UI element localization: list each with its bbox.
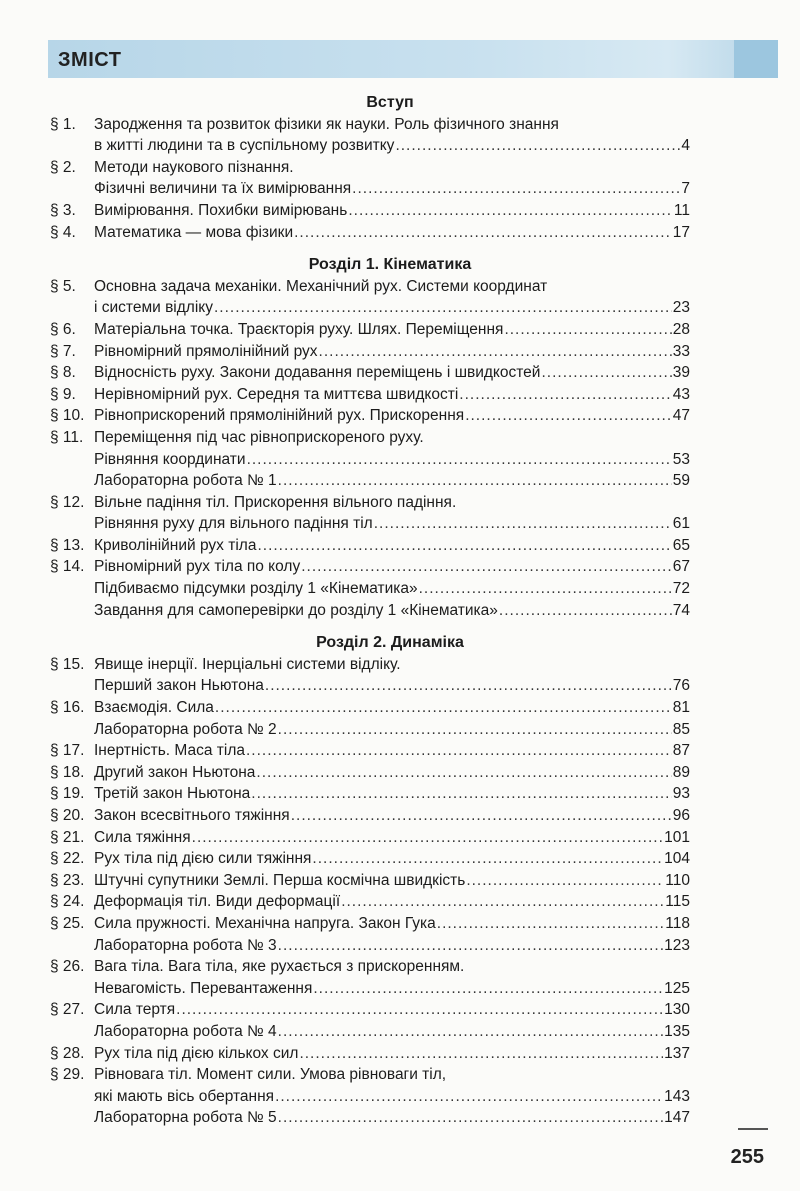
toc-entry[interactable] <box>50 1043 690 1065</box>
section-number: § 29. <box>50 1066 85 1084</box>
dot-leader <box>341 891 664 913</box>
toc-entry[interactable] <box>50 578 690 600</box>
section-number: § 23. <box>50 871 85 889</box>
section-number: § 2. <box>50 158 76 176</box>
toc-entry[interactable] <box>50 848 690 870</box>
entry-title-line: Фізичні величини та їх вимірювання <box>94 180 352 198</box>
toc-entry[interactable] <box>50 827 690 849</box>
page-ref: 125 <box>664 979 690 997</box>
page-ref: 85 <box>672 720 690 738</box>
dot-leader <box>374 513 672 535</box>
dot-leader <box>278 719 672 741</box>
dot-leader <box>319 341 672 363</box>
section-number: § 26. <box>50 958 85 976</box>
section-number: § 1. <box>50 115 76 133</box>
page-ref: 137 <box>664 1044 690 1062</box>
page-title: ЗМІСТ <box>58 49 122 71</box>
page-ref: 17 <box>672 223 690 241</box>
section-number: § 11. <box>50 428 84 446</box>
toc-entry[interactable] <box>50 427 690 470</box>
section-number: § 22. <box>50 850 85 868</box>
page-ref: 96 <box>672 807 690 824</box>
dot-leader <box>312 848 663 870</box>
page-ref: 87 <box>672 742 690 760</box>
page-ref: 147 <box>664 1109 690 1127</box>
toc-entry[interactable] <box>50 1107 690 1129</box>
entry-title-line: Лабораторна робота № 3 <box>94 936 277 954</box>
dot-leader <box>294 222 672 244</box>
header-accent <box>734 40 778 78</box>
dot-leader <box>291 805 672 827</box>
page-ref: 123 <box>664 936 690 954</box>
dot-leader <box>214 297 672 319</box>
page-ref: 47 <box>672 407 690 425</box>
entry-title-line: Рівняння руху для вільного падіння тіл <box>94 515 373 533</box>
entry-title-line: Рівномірний прямолінійний рух <box>94 342 318 360</box>
entry-title-line: Другий закон Ньютона <box>94 763 256 781</box>
toc-entry[interactable] <box>50 913 690 935</box>
entry-title-line: Рівномірний рух тіла по колу <box>94 558 301 576</box>
entry-title-line: Лабораторна робота № 4 <box>94 1022 277 1040</box>
decorative-mark <box>738 1128 768 1130</box>
dot-leader <box>278 935 663 957</box>
dot-leader <box>215 697 672 719</box>
section-number: § 20. <box>50 807 85 824</box>
dot-leader <box>499 600 672 622</box>
entry-title-line: Сила пружності. Механічна напруга. Закон Гука <box>94 914 436 932</box>
page-ref: 130 <box>664 1001 690 1019</box>
toc-entry[interactable] <box>50 114 690 157</box>
page-ref: 76 <box>672 677 690 695</box>
page-ref: 28 <box>672 320 690 338</box>
entry-title-line: Математика — мова фізики <box>94 223 294 241</box>
page-ref: 74 <box>672 601 690 619</box>
section-number: § 6. <box>50 320 76 338</box>
entry-title-line: Лабораторна робота № 2 <box>94 720 277 738</box>
entry-title-line: Взаємодія. Сила <box>94 699 214 717</box>
page-ref: 39 <box>672 364 690 382</box>
page-ref: 110 <box>665 871 690 889</box>
page-ref: 104 <box>664 850 690 868</box>
toc-entry[interactable] <box>50 470 690 492</box>
toc-entry[interactable] <box>50 697 690 719</box>
toc-entry[interactable] <box>50 870 690 892</box>
entry-title-line: Сила тяжіння <box>94 828 191 846</box>
section-number: § 12. <box>50 493 85 511</box>
section-number: § 7. <box>50 342 76 360</box>
toc-entry[interactable] <box>50 719 690 741</box>
section-number: § 8. <box>50 364 76 382</box>
dot-leader <box>246 740 672 762</box>
section-number: § 15. <box>50 655 85 673</box>
section-number: § 25. <box>50 914 85 932</box>
entry-title-line: Вільне падіння тіл. Прискорення вільного падіння. <box>94 493 457 511</box>
page-ref: 4 <box>681 137 690 155</box>
entry-title-line: Криволінійний рух тіла <box>94 536 257 554</box>
dot-leader <box>278 470 672 492</box>
dot-leader <box>348 200 673 222</box>
section-number: § 18. <box>50 763 85 781</box>
dot-leader <box>299 1043 663 1065</box>
toc-entry[interactable] <box>50 384 690 406</box>
entry-title-line: Рух тіла під дією кількох сил <box>94 1044 299 1062</box>
toc-entry[interactable] <box>50 891 690 913</box>
entry-title-line: Рівняння координати <box>94 450 246 468</box>
section-number: § 21. <box>50 828 85 846</box>
toc-entry[interactable] <box>50 999 690 1021</box>
section-number: § 13. <box>50 536 85 554</box>
entry-title-line: Інертність. Маса тіла <box>94 742 245 760</box>
dot-leader <box>278 1021 663 1043</box>
toc-entry[interactable] <box>50 276 690 319</box>
entry-title-line: Лабораторна робота № 1 <box>94 472 277 490</box>
page-ref: 33 <box>672 342 690 360</box>
entry-title-line: Рівновага тіл. Момент сили. Умова рівноваги тіл, <box>94 1066 447 1084</box>
page-number: 255 <box>730 1146 764 1168</box>
entry-title-line: Рух тіла під дією сили тяжіння <box>94 850 312 868</box>
entry-title-line: Нерівномірний рух. Середня та миттєва швидкості <box>94 385 459 403</box>
page-ref: 101 <box>664 828 690 846</box>
section-number: § 9. <box>50 385 76 403</box>
section-number: § 3. <box>50 201 76 219</box>
page-ref: 23 <box>672 299 690 317</box>
page-ref: 7 <box>681 180 690 198</box>
dot-leader <box>419 578 672 600</box>
section-number: § 17. <box>50 742 85 760</box>
toc-entry[interactable] <box>50 341 690 363</box>
dot-leader <box>352 178 680 200</box>
section-number: § 14. <box>50 558 85 576</box>
toc-entry[interactable] <box>50 492 690 535</box>
entry-title-line: Відносність руху. Закони додавання переміщень і швидкостей <box>94 364 541 382</box>
dot-leader <box>301 556 672 578</box>
page-ref: 53 <box>672 450 690 468</box>
dot-leader <box>192 827 663 849</box>
toc-entry[interactable] <box>50 405 690 427</box>
entry-title-line: Рівноприскорений прямолінійний рух. Прискорення <box>94 407 465 425</box>
table-of-contents <box>50 92 690 1129</box>
page-ref: 11 <box>673 201 690 219</box>
section-number: § 19. <box>50 785 85 803</box>
toc-entry[interactable] <box>50 1021 690 1043</box>
entry-title-line: Переміщення під час рівноприскореного руху. <box>94 428 424 446</box>
toc-entry[interactable] <box>50 319 690 341</box>
entry-title-line: Невагомість. Перевантаження <box>94 979 313 997</box>
section-heading: Вступ <box>366 94 414 111</box>
dot-leader <box>395 135 680 157</box>
dot-leader <box>466 870 664 892</box>
dot-leader <box>275 1086 663 1108</box>
toc-entry[interactable] <box>50 157 690 200</box>
toc-entry[interactable] <box>50 805 690 827</box>
section-heading: Розділ 2. Динаміка <box>316 634 464 652</box>
page-ref: 81 <box>672 699 690 717</box>
section-number: § 24. <box>50 893 85 911</box>
page-ref: 89 <box>672 763 690 781</box>
entry-title-line: Перший закон Ньютона <box>94 677 264 695</box>
dot-leader <box>465 405 672 427</box>
entry-title-line: Сила тертя <box>94 1001 176 1019</box>
dot-leader <box>257 535 671 557</box>
dot-leader <box>278 1107 663 1129</box>
dot-leader <box>176 999 663 1021</box>
entry-title-line: Явище інерції. Інерціальні системи відліку. <box>94 655 401 673</box>
section-number: § 27. <box>50 1001 85 1019</box>
entry-title-line: в житті людини та в суспільному розвитку <box>94 137 395 155</box>
dot-leader <box>437 913 665 935</box>
entry-title-line: Основна задача механіки. Механічний рух. Системи координат <box>94 277 548 295</box>
entry-title-line: Вимірювання. Похибки вимірювань <box>94 201 348 219</box>
entry-title-line: Завдання для самоперевірки до розділу 1 «Кінематика» <box>94 601 498 619</box>
dot-leader <box>541 362 671 384</box>
toc-entry[interactable] <box>50 956 690 999</box>
toc-entry[interactable] <box>50 1064 690 1107</box>
page-ref: 59 <box>672 472 690 490</box>
entry-title-line: Третій закон Ньютона <box>94 785 251 803</box>
section-number: § 10. <box>50 407 85 425</box>
page-ref: 61 <box>672 515 690 533</box>
toc-entry[interactable] <box>50 654 690 697</box>
entry-title-line: Зародження та розвиток фізики як науки. Роль фізичного знання <box>94 115 559 133</box>
section-number: § 28. <box>50 1044 85 1062</box>
toc-entry[interactable] <box>50 200 690 222</box>
section-number: § 16. <box>50 699 85 717</box>
dot-leader <box>256 762 671 784</box>
toc-entry[interactable] <box>50 783 690 805</box>
entry-title-line: Методи наукового пізнання. <box>94 158 294 176</box>
entry-title-line: які мають вісь обертання <box>94 1087 275 1105</box>
entry-title-line: і системи відліку <box>94 299 213 317</box>
toc-entry[interactable] <box>50 535 690 557</box>
page-ref: 115 <box>665 893 690 911</box>
dot-leader <box>504 319 671 341</box>
toc-entry[interactable] <box>50 762 690 784</box>
page-ref: 93 <box>672 785 690 803</box>
dot-leader <box>459 384 671 406</box>
entry-title-line: Вага тіла. Вага тіла, яке рухається з прискоренням. <box>94 958 465 976</box>
toc-entry[interactable] <box>50 362 690 384</box>
toc-entry[interactable] <box>50 600 690 622</box>
toc-entry[interactable] <box>50 222 690 244</box>
toc-entry[interactable] <box>50 935 690 957</box>
toc-entry[interactable] <box>50 556 690 578</box>
entry-title-line: Матеріальна точка. Траєкторія руху. Шлях. Переміщення <box>94 320 504 338</box>
page-ref: 143 <box>664 1087 690 1105</box>
page-ref: 118 <box>665 914 690 932</box>
section-number: § 4. <box>50 223 76 241</box>
toc-entry[interactable] <box>50 740 690 762</box>
page-ref: 67 <box>672 558 690 576</box>
dot-leader <box>313 978 663 1000</box>
dot-leader <box>247 449 672 471</box>
entry-title-line: Підбиваємо підсумки розділу 1 «Кінематика» <box>94 580 418 598</box>
entry-title-line: Закон всесвітнього тяжіння <box>94 807 290 824</box>
header-bar <box>48 40 778 78</box>
page-ref: 72 <box>672 580 690 598</box>
entry-title-line: Деформація тіл. Види деформації <box>94 893 341 911</box>
section-number: § 5. <box>50 277 76 295</box>
entry-title-line: Лабораторна робота № 5 <box>94 1109 277 1127</box>
page-ref: 135 <box>664 1022 690 1040</box>
entry-title-line: Штучні супутники Землі. Перша космічна швидкість <box>94 871 466 889</box>
page-ref: 43 <box>672 385 690 403</box>
section-heading: Розділ 1. Кінематика <box>308 256 472 274</box>
page-ref: 65 <box>672 536 690 554</box>
dot-leader <box>251 783 671 805</box>
dot-leader <box>265 675 672 697</box>
